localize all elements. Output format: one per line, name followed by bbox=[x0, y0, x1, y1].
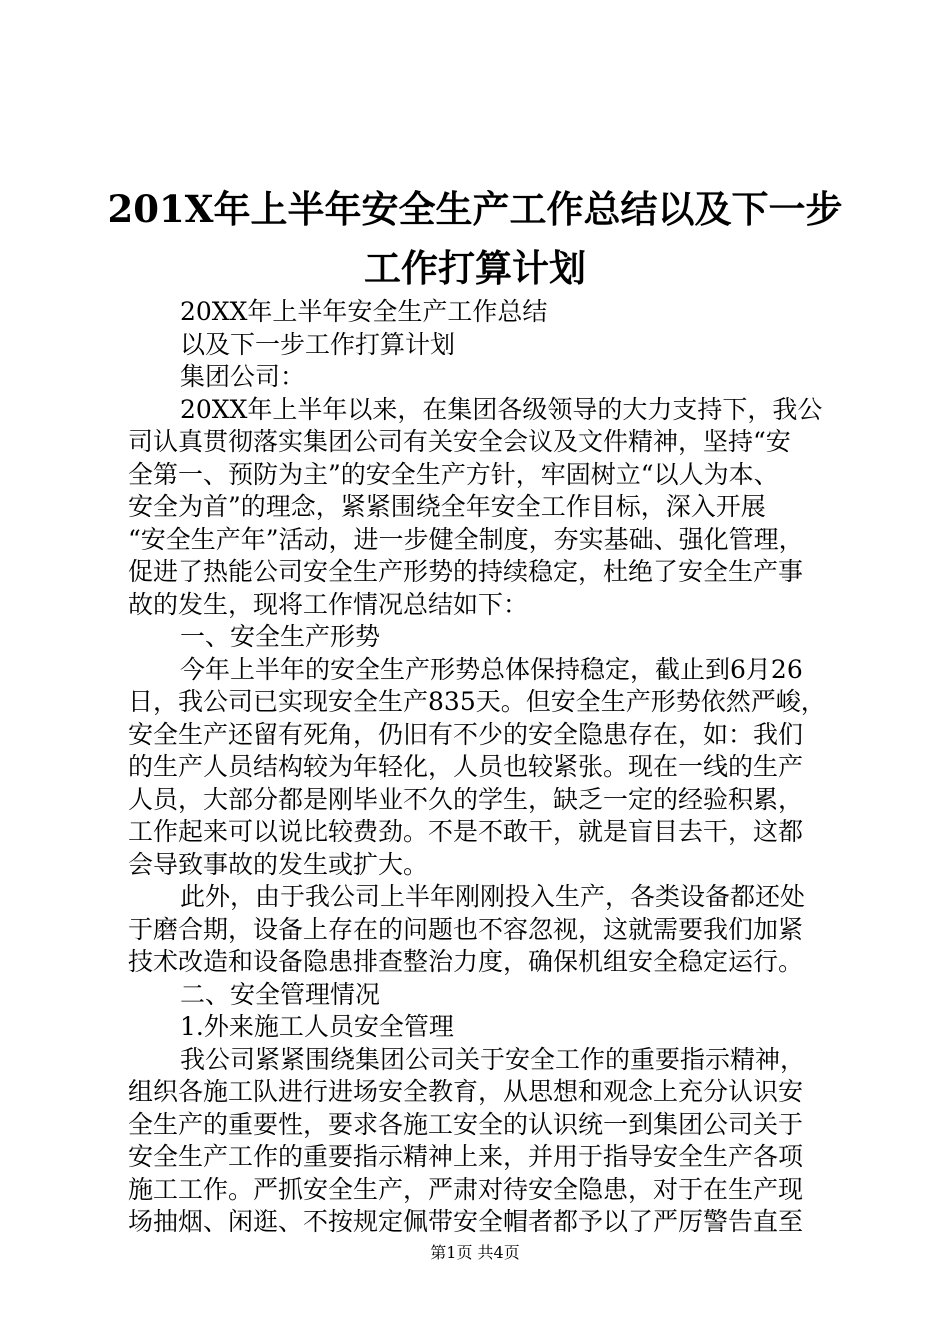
body-line: 会导致事故的发生或扩大。 bbox=[128, 849, 429, 879]
body-line: 今年上半年的安全生产形势总体保持稳定，截止到6月26 bbox=[180, 654, 803, 684]
body-line: 20XX年上半年以来，在集团各级领导的大力支持下，我公 bbox=[180, 394, 823, 424]
body-line: 人员，大部分都是刚毕业不久的学生，缺乏一定的经验积累， bbox=[128, 784, 804, 814]
body-line: 1.外来施工人员安全管理 bbox=[180, 1012, 454, 1041]
body-line: 于磨合期，设备上存在的问题也不容忽视，这就需要我们加紧 bbox=[128, 914, 804, 944]
body-line: “安全生产年”活动，进一步健全制度，夯实基础、强化管理， bbox=[128, 524, 804, 554]
body-line: 全生产的重要性，要求各施工安全的认识统一到集团公司关于 bbox=[128, 1109, 804, 1139]
body-line: 司认真贯彻落实集团公司有关安全会议及文件精神，坚持“安 bbox=[128, 427, 791, 456]
body-line: 技术改造和设备隐患排查整治力度，确保机组安全稳定运行。 bbox=[128, 947, 804, 976]
body-line: 二、安全管理情况 bbox=[180, 979, 381, 1009]
body-line: 安全为首”的理念，紧紧围绕全年安全工作目标，深入开展 bbox=[128, 492, 766, 521]
document-body bbox=[128, 296, 840, 1239]
body-line: 促进了热能公司安全生产形势的持续稳定，杜绝了安全生产事 bbox=[128, 557, 804, 586]
body-line: 的生产人员结构较为年轻化，人员也较紧张。现在一线的生产 bbox=[128, 752, 804, 781]
body-line: 安全生产还留有死角，仍旧有不少的安全隐患存在，如：我们 bbox=[128, 719, 804, 749]
body-line: 施工工作。严抓安全生产，严肃对待安全隐患，对于在生产现 bbox=[128, 1174, 804, 1204]
body-line: 全第一、预防为主”的安全生产方针，牢固树立“以人为本、 bbox=[128, 459, 779, 489]
document-title-line-1: 201X年上半年安全生产工作总结以及下一步 bbox=[107, 187, 843, 231]
page-footer: 第1页 共4页 bbox=[430, 1243, 520, 1262]
body-line: 工作起来可以说比较费劲。不是不敢干，就是盲目去干，这都 bbox=[128, 817, 804, 846]
body-line: 以及下一步工作打算计划 bbox=[180, 329, 456, 359]
body-line: 故的发生，现将工作情况总结如下： bbox=[128, 589, 529, 619]
body-line: 此外，由于我公司上半年刚刚投入生产，各类设备都还处 bbox=[180, 882, 806, 911]
body-line: 日，我公司已实现安全生产835天。但安全生产形势依然严峻， bbox=[128, 687, 826, 716]
body-line: 集团公司： bbox=[180, 362, 306, 391]
document-title-line-2: 工作打算计划 bbox=[364, 246, 586, 290]
body-line: 20XX年上半年安全生产工作总结 bbox=[180, 297, 548, 326]
body-line: 我公司紧紧围绕集团公司关于安全工作的重要指示精神， bbox=[180, 1044, 806, 1074]
body-line: 组织各施工队进行进场安全教育，从思想和观念上充分认识安 bbox=[128, 1077, 804, 1106]
body-line: 安全生产工作的重要指示精神上来，并用于指导安全生产各项 bbox=[128, 1142, 804, 1171]
body-line: 一、安全生产形势 bbox=[180, 622, 381, 651]
body-line: 场抽烟、闲逛、不按规定佩带安全帽者都予以了严厉警告直至 bbox=[128, 1207, 804, 1236]
